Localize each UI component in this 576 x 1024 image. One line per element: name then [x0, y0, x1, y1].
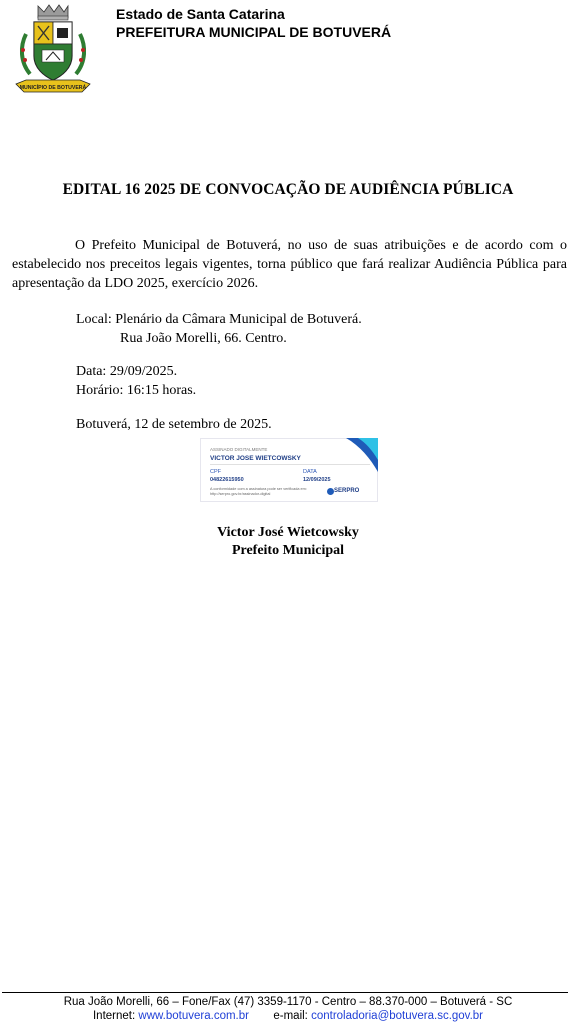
address-line: Rua João Morelli, 66. Centro.: [120, 331, 287, 346]
document-title: EDITAL 16 2025 DE CONVOCAÇÃO DE AUDIÊNCIA PÚBLICA: [62, 181, 514, 198]
email-label: e-mail:: [273, 1010, 308, 1022]
time-line: Horário: 16:15 horas.: [76, 383, 197, 398]
date-line: Data: 29/09/2025.: [76, 364, 178, 379]
date-label: DATA: [303, 469, 317, 475]
footer-contacts: [0, 1009, 576, 1023]
municipal-crest-logo: [12, 4, 94, 98]
letterhead: [116, 5, 391, 41]
date-value: 12/09/2025: [303, 477, 331, 483]
local-line: Local: Plenário da Câmara Municipal de Botuverá.: [76, 312, 362, 327]
email-link[interactable]: controladoria@botuvera.sc.gov.br: [311, 1010, 484, 1022]
municipality-name: PREFEITURA MUNICIPAL DE BOTUVERÁ: [116, 24, 392, 40]
place-date-line: Botuverá, 12 de setembro de 2025.: [76, 417, 272, 432]
state-name: Estado de Santa Catarina: [116, 6, 285, 22]
cpf-label: CPF: [210, 469, 221, 475]
footer-address: Rua João Morelli, 66 – Fone/Fax (47) 3359-1170 - Centro – 88.370-000 – Botuverá - SC: [63, 996, 513, 1008]
crest-ribbon-text: MUNICÍPIO DE BOTUVERÁ: [19, 85, 87, 91]
internet-label: Internet:: [92, 1010, 136, 1022]
signer-role: Prefeito Municipal: [231, 543, 345, 558]
footer-divider: [2, 992, 568, 993]
website-link[interactable]: www.botuvera.com.br: [138, 1010, 249, 1022]
signature-label: ASSINADO DIGITALMENTE: [210, 447, 268, 452]
body-paragraph: [12, 236, 567, 293]
serpro-brand: SERPRO: [334, 488, 360, 494]
cpf-value: 04822615950: [210, 477, 244, 483]
signer-name: Victor José Wietcowsky: [217, 525, 359, 540]
signature-divider: [210, 464, 370, 465]
serpro-icon: [327, 488, 334, 495]
verification-note: A conformidade com a assinatura pode ser verificada em: http://serpro.gov.br/assinador-digital: [210, 487, 307, 496]
body-text: O Prefeito Municipal de Botuverá, no uso de suas atribuições e de acordo com o estabelecido nos preceitos legais vigentes, torna público que fará realizar Audiência Pública para apresentação da LDO 2025, exercício 2026.: [12, 238, 567, 291]
stamp-corner-graphic: [340, 438, 378, 472]
digital-signature-stamp: [200, 438, 378, 502]
signature-name: VICTOR JOSE WIETCOWSKY: [210, 455, 301, 462]
